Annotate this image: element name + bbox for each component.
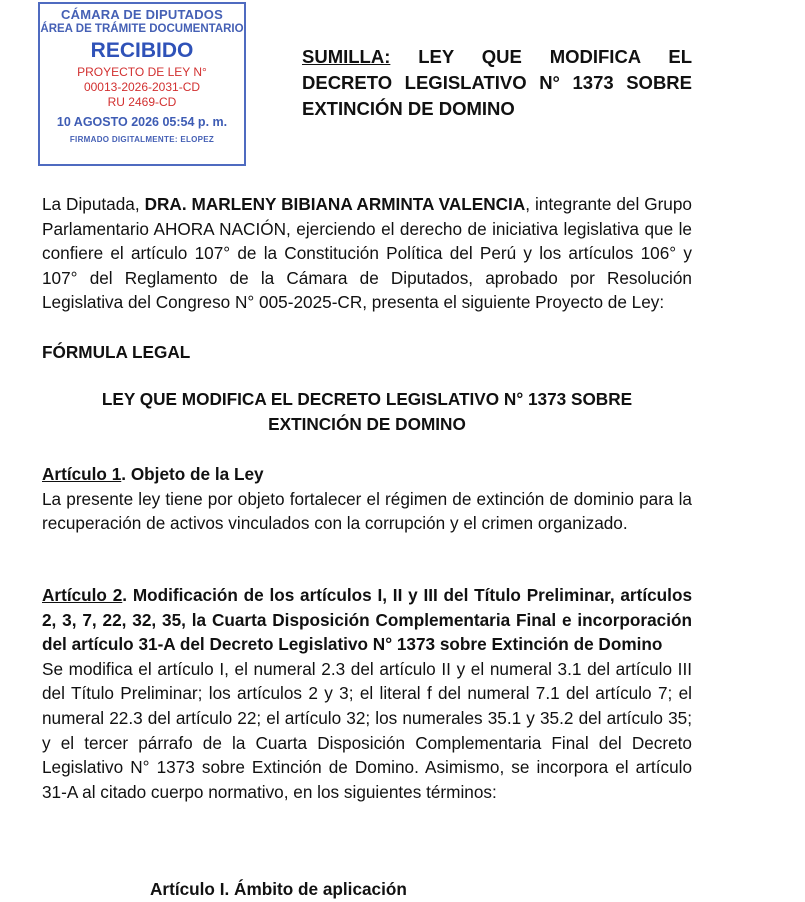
stamp-date: 10 AGOSTO 2026 05:54 p. m. [56, 115, 228, 129]
article-1-title: . Objeto de la Ley [121, 464, 264, 484]
intro-prefix: La Diputada, [42, 194, 145, 214]
article-2 [42, 583, 692, 804]
stamp-area: ÁREA DE TRÁMITE DOCUMENTARIO [40, 23, 244, 35]
article-2-title: . Modificación de los artículos I, II y III del Título Preliminar, artículos 2, 3, 7, 22, 32, 35, la Cuarta Disposición Complementaria Final e incorporación del artículo 31-A del Decreto Legislativo N° 1373 sobre Extinción de Domino [42, 585, 692, 655]
sumilla-label: SUMILLA: [302, 46, 391, 67]
article-1-heading [42, 462, 692, 487]
article-1-label: Artículo 1 [42, 464, 122, 484]
stamp-ru: RU 2469-CD [107, 95, 177, 109]
stamp-chamber: CÁMARA DE DIPUTADOS [61, 7, 223, 22]
article-2-body: Se modifica el artículo I, el numeral 2.3 del artículo II y el numeral 3.1 del artículo III del Título Preliminar; los artículos 2 y 3; el literal f del numeral 7.1 del artículo 7; el numeral 22.3 del artículo 22; el artículo 32; los numerales 35.1 y 35.2 del artículo 35; y el tercer párrafo de la Cuarta Disposición Complementaria Final del Decreto Legislativo N° 1373 sobre Extinción de Domino. Asimismo, se incorpora el artículo 31-A al citado cuerpo normativo, en los siguientes términos: [42, 658, 692, 802]
law-title-line2: EXTINCIÓN DE DOMINO [268, 413, 466, 434]
stamp-project-number: 00013-2026-2031-CD [83, 80, 201, 94]
article-1 [42, 462, 692, 536]
sumilla [302, 44, 692, 122]
stamp-project-label: PROYECTO DE LEY N° [77, 65, 207, 79]
stamp-signature: FIRMADO DIGITALMENTE: ELOPEZ [69, 135, 215, 144]
sumilla-text: LEY QUE MODIFICA EL DECRETO LEGISLATIVO N° 1373 SOBRE EXTINCIÓN DE DOMINO [302, 46, 692, 119]
article-1-body: La presente ley tiene por objeto fortalecer el régimen de extinción de dominio para la recuperación de activos vinculados con la corrupción y el crimen organizado. [42, 488, 692, 534]
article-2-heading [42, 583, 692, 657]
intro-body: , integrante del Grupo Parlamentario AHORA NACIÓN, ejerciendo el derecho de iniciativa legislativa que le confiere el artículo 107° de la Constitución Política del Perú y los artículos 106° y 107° del Reglamento de la Cámara de Diputados, aprobado por Resolución Legislativa del Congreso N° 005-2025-CR, presenta el siguiente Proyecto de Ley: [42, 194, 692, 313]
article-2-label: Artículo 2 [42, 585, 123, 605]
article-I-heading: Artículo I. Ámbito de aplicación [150, 879, 407, 899]
stamp-status: RECIBIDO [90, 39, 194, 62]
law-title [42, 387, 692, 436]
reception-stamp [38, 2, 246, 166]
formula-heading: FÓRMULA LEGAL [42, 342, 191, 362]
law-title-line1: LEY QUE MODIFICA EL DECRETO LEGISLATIVO N° 1373 SOBRE [101, 389, 633, 409]
intro-paragraph [42, 192, 692, 315]
deputy-name: DRA. MARLENY BIBIANA ARMINTA VALENCIA [144, 194, 526, 214]
